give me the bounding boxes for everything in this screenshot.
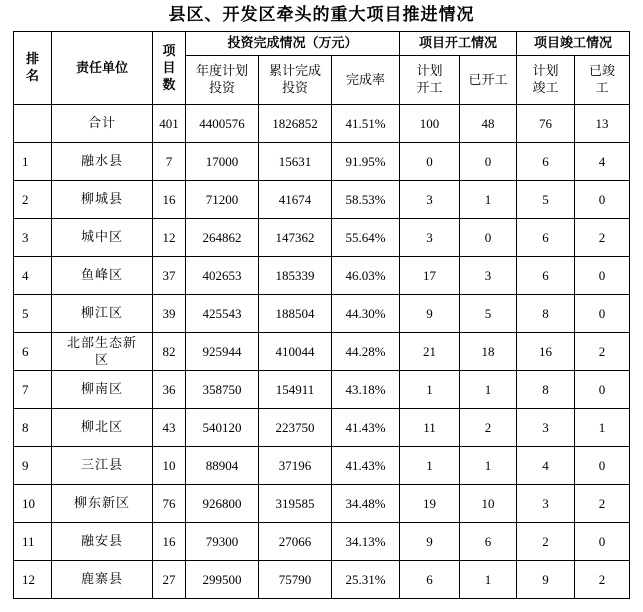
- header-finished: 已竣工: [575, 56, 630, 105]
- cell-annual-plan: 925944: [186, 333, 259, 371]
- cell-plan-start: 6: [400, 561, 460, 599]
- cell-plan-start: 21: [400, 333, 460, 371]
- cell-plan-finish: 16: [517, 333, 575, 371]
- cell-rate: 44.30%: [332, 295, 400, 333]
- table-row: [14, 561, 630, 599]
- cell-finished: 0: [575, 447, 630, 485]
- cell-annual-plan: 358750: [186, 371, 259, 409]
- cell-rate: 91.95%: [332, 143, 400, 181]
- cell-annual-plan: 88904: [186, 447, 259, 485]
- cell-annual-plan: 299500: [186, 561, 259, 599]
- cell-started: 6: [460, 523, 517, 561]
- cell-finished: 4: [575, 143, 630, 181]
- cell-unit: 三江县: [52, 447, 153, 485]
- cell-cumulative: 154911: [259, 371, 332, 409]
- cell-started: 3: [460, 257, 517, 295]
- cell-rank: 12: [14, 561, 52, 599]
- cell-finished: 2: [575, 485, 630, 523]
- table-row: [14, 447, 630, 485]
- cell-unit: 城中区: [52, 219, 153, 257]
- cell-annual-plan: 4400576: [186, 105, 259, 143]
- cell-started: 1: [460, 447, 517, 485]
- cell-rank: 9: [14, 447, 52, 485]
- cell-cumulative: 75790: [259, 561, 332, 599]
- cell-finished: 2: [575, 561, 630, 599]
- cell-count: 37: [153, 257, 186, 295]
- cell-finished: 0: [575, 371, 630, 409]
- cell-count: 12: [153, 219, 186, 257]
- cell-rate: 58.53%: [332, 181, 400, 219]
- cell-annual-plan: 264862: [186, 219, 259, 257]
- cell-finished: 0: [575, 181, 630, 219]
- cell-count: 36: [153, 371, 186, 409]
- cell-cumulative: 147362: [259, 219, 332, 257]
- table-row: [14, 143, 630, 181]
- cell-rank: 5: [14, 295, 52, 333]
- cell-plan-start: 17: [400, 257, 460, 295]
- cell-unit: 融水县: [52, 143, 153, 181]
- cell-started: 5: [460, 295, 517, 333]
- cell-plan-start: 11: [400, 409, 460, 447]
- table-row: [14, 485, 630, 523]
- cell-cumulative: 37196: [259, 447, 332, 485]
- cell-rate: 44.28%: [332, 333, 400, 371]
- cell-finished: 2: [575, 219, 630, 257]
- cell-rank: 7: [14, 371, 52, 409]
- cell-count: 43: [153, 409, 186, 447]
- header-finish-group: 项目竣工情况: [517, 32, 630, 56]
- cell-plan-finish: 6: [517, 143, 575, 181]
- cell-finished: 2: [575, 333, 630, 371]
- cell-finished: 0: [575, 523, 630, 561]
- cell-plan-finish: 6: [517, 219, 575, 257]
- cell-unit: 鹿寨县: [52, 561, 153, 599]
- cell-cumulative: 41674: [259, 181, 332, 219]
- cell-plan-start: 1: [400, 447, 460, 485]
- table-row: [14, 219, 630, 257]
- cell-cumulative: 1826852: [259, 105, 332, 143]
- cell-rate: 34.48%: [332, 485, 400, 523]
- cell-rank: 3: [14, 219, 52, 257]
- page-title: 县区、开发区牵头的重大项目推进情况: [168, 5, 475, 25]
- cell-rate: 41.51%: [332, 105, 400, 143]
- cell-plan-finish: 76: [517, 105, 575, 143]
- cell-annual-plan: 79300: [186, 523, 259, 561]
- cell-finished: 0: [575, 295, 630, 333]
- cell-rate: 46.03%: [332, 257, 400, 295]
- table-row: [14, 105, 630, 143]
- table-body: [14, 105, 630, 599]
- cell-annual-plan: 402653: [186, 257, 259, 295]
- cell-unit: 柳南区: [52, 371, 153, 409]
- header-rank: 排名: [14, 32, 52, 105]
- header-invest-group: 投资完成情况（万元）: [186, 32, 400, 56]
- cell-annual-plan: 71200: [186, 181, 259, 219]
- cell-unit: 鱼峰区: [52, 257, 153, 295]
- cell-count: 401: [153, 105, 186, 143]
- project-progress-table: [13, 31, 630, 599]
- cell-plan-finish: 8: [517, 371, 575, 409]
- cell-cumulative: 188504: [259, 295, 332, 333]
- cell-plan-start: 100: [400, 105, 460, 143]
- cell-rate: 41.43%: [332, 447, 400, 485]
- cell-finished: 1: [575, 409, 630, 447]
- cell-started: 0: [460, 219, 517, 257]
- table-row: [14, 371, 630, 409]
- cell-plan-finish: 6: [517, 257, 575, 295]
- cell-unit: 融安县: [52, 523, 153, 561]
- cell-started: 1: [460, 371, 517, 409]
- cell-plan-start: 3: [400, 181, 460, 219]
- cell-rank: 4: [14, 257, 52, 295]
- cell-started: 2: [460, 409, 517, 447]
- cell-plan-finish: 4: [517, 447, 575, 485]
- header-rate: 完成率: [332, 56, 400, 105]
- header-unit: 责任单位: [52, 32, 153, 105]
- header-start-group: 项目开工情况: [400, 32, 517, 56]
- cell-rank: 1: [14, 143, 52, 181]
- cell-plan-start: 9: [400, 295, 460, 333]
- cell-rank: 8: [14, 409, 52, 447]
- cell-rate: 55.64%: [332, 219, 400, 257]
- cell-unit: 北部生态新区: [52, 333, 153, 371]
- cell-started: 18: [460, 333, 517, 371]
- cell-plan-start: 3: [400, 219, 460, 257]
- cell-finished: 0: [575, 257, 630, 295]
- cell-cumulative: 223750: [259, 409, 332, 447]
- cell-count: 39: [153, 295, 186, 333]
- cell-rank: 6: [14, 333, 52, 371]
- cell-cumulative: 185339: [259, 257, 332, 295]
- cell-annual-plan: 425543: [186, 295, 259, 333]
- cell-plan-finish: 2: [517, 523, 575, 561]
- cell-rank: 2: [14, 181, 52, 219]
- cell-count: 16: [153, 523, 186, 561]
- cell-rate: 25.31%: [332, 561, 400, 599]
- cell-cumulative: 15631: [259, 143, 332, 181]
- cell-rank: 11: [14, 523, 52, 561]
- header-started: 已开工: [460, 56, 517, 105]
- header-plan-finish: 计划竣工: [517, 56, 575, 105]
- table-row: [14, 257, 630, 295]
- cell-count: 27: [153, 561, 186, 599]
- cell-started: 1: [460, 181, 517, 219]
- cell-unit: 柳北区: [52, 409, 153, 447]
- cell-rank: [14, 105, 52, 143]
- cell-count: 76: [153, 485, 186, 523]
- cell-cumulative: 27066: [259, 523, 332, 561]
- header-cumulative: 累计完成投资: [259, 56, 332, 105]
- cell-count: 10: [153, 447, 186, 485]
- cell-annual-plan: 926800: [186, 485, 259, 523]
- cell-unit: 柳东新区: [52, 485, 153, 523]
- cell-rate: 34.13%: [332, 523, 400, 561]
- cell-plan-start: 19: [400, 485, 460, 523]
- cell-started: 0: [460, 143, 517, 181]
- cell-annual-plan: 540120: [186, 409, 259, 447]
- cell-started: 10: [460, 485, 517, 523]
- cell-plan-start: 0: [400, 143, 460, 181]
- cell-rank: 10: [14, 485, 52, 523]
- cell-rate: 43.18%: [332, 371, 400, 409]
- cell-plan-finish: 5: [517, 181, 575, 219]
- cell-count: 82: [153, 333, 186, 371]
- table-row: [14, 295, 630, 333]
- header-count: 项目数: [153, 32, 186, 105]
- cell-annual-plan: 17000: [186, 143, 259, 181]
- table-row: [14, 523, 630, 561]
- header-annual-plan: 年度计划投资: [186, 56, 259, 105]
- cell-plan-finish: 9: [517, 561, 575, 599]
- header-plan-start: 计划开工: [400, 56, 460, 105]
- cell-plan-finish: 3: [517, 409, 575, 447]
- table-row: [14, 333, 630, 371]
- cell-plan-start: 1: [400, 371, 460, 409]
- table-row: [14, 181, 630, 219]
- cell-cumulative: 319585: [259, 485, 332, 523]
- cell-plan-finish: 3: [517, 485, 575, 523]
- table-row: [14, 409, 630, 447]
- cell-started: 48: [460, 105, 517, 143]
- cell-plan-start: 9: [400, 523, 460, 561]
- cell-unit: 柳城县: [52, 181, 153, 219]
- cell-started: 1: [460, 561, 517, 599]
- cell-cumulative: 410044: [259, 333, 332, 371]
- cell-unit: 合计: [52, 105, 153, 143]
- cell-plan-finish: 8: [517, 295, 575, 333]
- cell-count: 7: [153, 143, 186, 181]
- cell-finished: 13: [575, 105, 630, 143]
- cell-count: 16: [153, 181, 186, 219]
- cell-unit: 柳江区: [52, 295, 153, 333]
- cell-rate: 41.43%: [332, 409, 400, 447]
